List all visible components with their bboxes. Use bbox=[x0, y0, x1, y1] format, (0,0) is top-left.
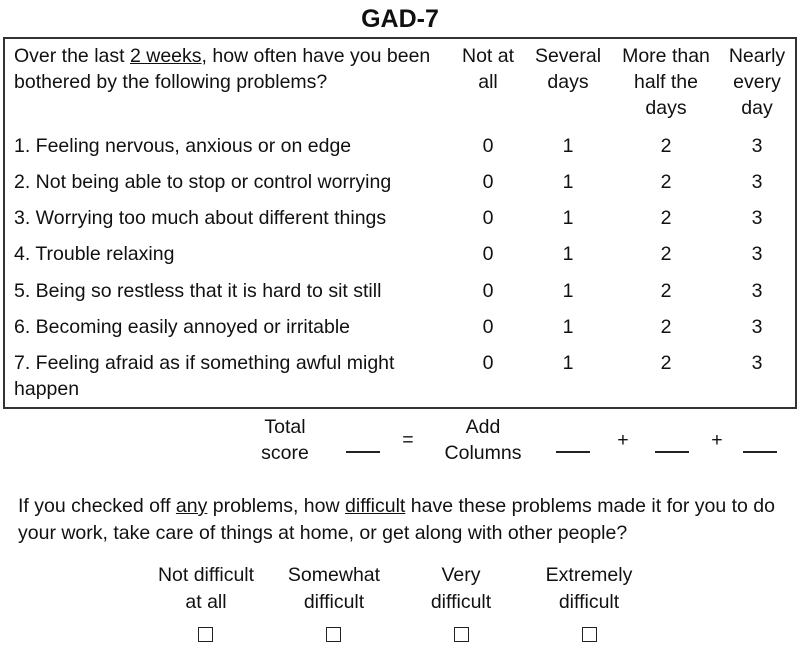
difficulty-option-not-difficult: Not difficult at all bbox=[157, 564, 255, 613]
checkbox-not-difficult[interactable] bbox=[198, 627, 213, 642]
checkbox-extremely-difficult[interactable] bbox=[582, 627, 597, 642]
score-cell[interactable]: 3 bbox=[751, 280, 763, 302]
score-cell[interactable]: 2 bbox=[660, 171, 672, 193]
column-sum-blank[interactable] bbox=[556, 451, 590, 453]
item-4: 4. Trouble relaxing bbox=[14, 243, 175, 265]
score-cell[interactable]: 0 bbox=[482, 280, 494, 302]
score-cell[interactable]: 0 bbox=[482, 352, 494, 374]
column-sum-blank[interactable] bbox=[743, 451, 777, 453]
add-columns-label: Add Columns bbox=[444, 416, 522, 464]
column-header-several-days: Several days bbox=[534, 45, 602, 93]
column-header-nearly-every-day: Nearly every day bbox=[728, 45, 786, 119]
score-cell[interactable]: 2 bbox=[660, 280, 672, 302]
difficulty-option-somewhat: Somewhat difficult bbox=[287, 564, 381, 613]
total-score-blank[interactable] bbox=[346, 451, 380, 453]
score-cell[interactable]: 1 bbox=[562, 135, 574, 157]
item-1: 1. Feeling nervous, anxious or on edge bbox=[14, 135, 352, 157]
item-6: 6. Becoming easily annoyed or irritable bbox=[14, 316, 351, 338]
score-cell[interactable]: 2 bbox=[660, 207, 672, 229]
checkbox-very-difficult[interactable] bbox=[454, 627, 469, 642]
score-cell[interactable]: 3 bbox=[751, 243, 763, 265]
score-cell[interactable]: 0 bbox=[482, 316, 494, 338]
score-cell[interactable]: 1 bbox=[562, 316, 574, 338]
score-cell[interactable]: 0 bbox=[482, 243, 494, 265]
score-cell[interactable]: 1 bbox=[562, 171, 574, 193]
score-cell[interactable]: 3 bbox=[751, 316, 763, 338]
score-cell[interactable]: 1 bbox=[562, 207, 574, 229]
score-cell[interactable]: 2 bbox=[660, 243, 672, 265]
question-header: Over the last 2 weeks, how often have you been bothered by the following problems? bbox=[14, 45, 431, 93]
column-sum-blank[interactable] bbox=[655, 451, 689, 453]
item-7: 7. Feeling afraid as if something awful might happen bbox=[14, 352, 395, 400]
score-cell[interactable]: 3 bbox=[751, 135, 763, 157]
score-cell[interactable]: 2 bbox=[660, 135, 672, 157]
score-cell[interactable]: 0 bbox=[482, 171, 494, 193]
score-cell[interactable]: 3 bbox=[751, 352, 763, 374]
plus-sign: + bbox=[711, 429, 723, 451]
plus-sign: + bbox=[617, 429, 629, 451]
difficulty-option-very: Very difficult bbox=[430, 564, 492, 613]
score-cell[interactable]: 3 bbox=[751, 171, 763, 193]
total-score-label: Total score bbox=[261, 416, 309, 464]
form-title: GAD-7 bbox=[361, 5, 439, 33]
item-5: 5. Being so restless that it is hard to sit still bbox=[14, 280, 382, 302]
score-cell[interactable]: 1 bbox=[562, 243, 574, 265]
score-cell[interactable]: 2 bbox=[660, 316, 672, 338]
gad7-table bbox=[3, 37, 797, 409]
checkbox-somewhat-difficult[interactable] bbox=[326, 627, 341, 642]
score-cell[interactable]: 1 bbox=[562, 352, 574, 374]
score-cell[interactable]: 1 bbox=[562, 280, 574, 302]
equals-sign: = bbox=[402, 429, 414, 451]
score-cell[interactable]: 3 bbox=[751, 207, 763, 229]
item-3: 3. Worrying too much about different things bbox=[14, 207, 387, 229]
score-cell[interactable]: 0 bbox=[482, 135, 494, 157]
score-cell[interactable]: 2 bbox=[660, 352, 672, 374]
difficulty-option-extremely: Extremely difficult bbox=[545, 564, 633, 613]
column-header-more-than-half: More than half the days bbox=[622, 45, 710, 119]
difficulty-question: If you checked off any problems, how difficult have these problems made it for you to do your work, take care of things at home, or get along with other people? bbox=[18, 495, 775, 544]
score-cell[interactable]: 0 bbox=[482, 207, 494, 229]
column-header-not-at-all: Not at all bbox=[461, 45, 515, 93]
item-2: 2. Not being able to stop or control worrying bbox=[14, 171, 392, 193]
